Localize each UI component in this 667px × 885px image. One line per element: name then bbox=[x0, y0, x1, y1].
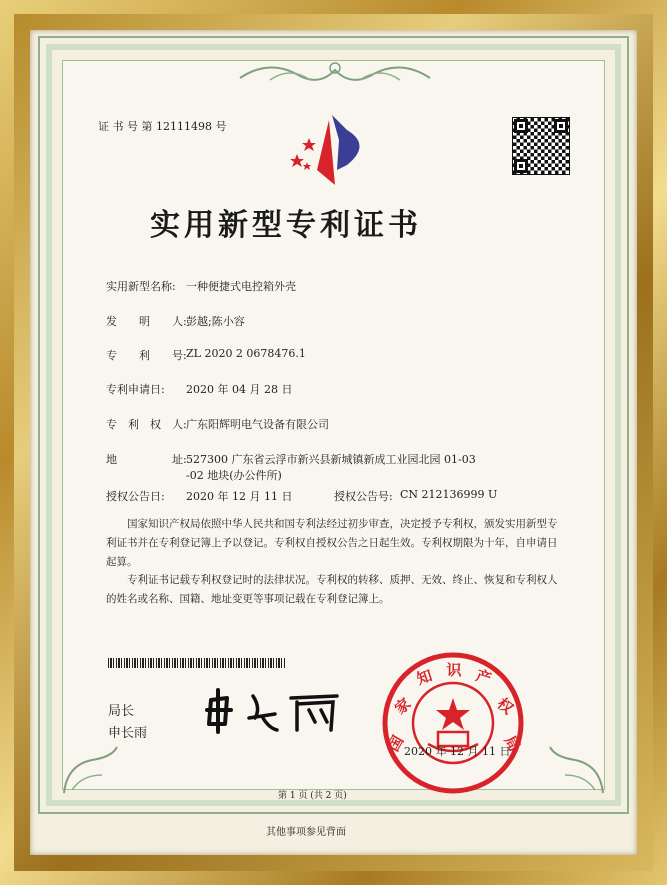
apply-date-label: 专利申请日: bbox=[106, 383, 165, 396]
top-ornament bbox=[230, 58, 440, 88]
grant-number-label: 授权公告号: bbox=[334, 490, 393, 503]
barcode bbox=[108, 658, 286, 668]
certificate-title: 实用新型专利证书 bbox=[150, 208, 422, 243]
corner-ornament-bl bbox=[62, 745, 122, 795]
handwritten-signature bbox=[205, 688, 345, 734]
svg-text:产: 产 bbox=[473, 666, 494, 689]
address-value-line1: 527300 广东省云浮市新兴县新城镇新成工业园北园 01-03 bbox=[186, 453, 476, 466]
patent-number-label: 专 利 号: bbox=[106, 349, 187, 362]
apply-date-value: 2020 年 04 月 28 日 bbox=[186, 383, 293, 396]
inventor-label: 发 明 人: bbox=[106, 315, 187, 328]
address-label: 地 址: bbox=[106, 453, 187, 466]
seal-date: 2020 年 12 月 11 日 bbox=[404, 745, 511, 758]
director-name: 申长雨 bbox=[108, 726, 148, 741]
inventor-value: 彭越;陈小容 bbox=[186, 315, 245, 328]
corner-ornament-br bbox=[545, 745, 605, 795]
patent-number-value: ZL 2020 2 0678476.1 bbox=[186, 347, 306, 360]
grant-date-value: 2020 年 12 月 11 日 bbox=[186, 490, 293, 503]
qr-code bbox=[512, 117, 570, 175]
name-value: 一种便捷式电控箱外壳 bbox=[186, 280, 296, 293]
certificate-number: 证 书 号 第 12111498 号 bbox=[98, 120, 227, 133]
svg-text:局: 局 bbox=[500, 732, 524, 755]
svg-text:权: 权 bbox=[493, 694, 517, 718]
body-paragraph-2: 专利证书记载专利权登记时的法律状况。专利权的转移、质押、无效、终止、恢复和专利权人的姓名或名称、国籍、地址变更等事项记载在专利登记簿上。 bbox=[106, 574, 558, 605]
official-seal bbox=[378, 648, 528, 798]
svg-text:识: 识 bbox=[446, 661, 462, 679]
svg-text:国: 国 bbox=[384, 732, 408, 755]
address-value-line2: -02 地块(办公件所) bbox=[186, 469, 282, 482]
body-paragraph-1: 国家知识产权局依照中华人民共和国专利法经过初步审查，决定授予专利权，颁发实用新型专利证书并在专利登记簿上予以登记。专利权自授权公告之日起生效。专利权期限为十年，自申请日起算。 bbox=[106, 518, 558, 568]
svg-text:知: 知 bbox=[414, 666, 435, 689]
director-title: 局长 bbox=[108, 704, 135, 719]
footer-note: 其他事项参见背面 bbox=[266, 827, 346, 838]
grant-date-label: 授权公告日: bbox=[106, 490, 165, 503]
patentee-value: 广东阳辉明电气设备有限公司 bbox=[186, 418, 329, 431]
page-indicator: 第 1 页 (共 2 页) bbox=[278, 791, 347, 801]
grant-number-value: CN 212136999 U bbox=[400, 488, 498, 501]
name-label: 实用新型名称: bbox=[106, 280, 176, 293]
patentee-label: 专 利 权 人: bbox=[106, 418, 187, 431]
svg-text:家: 家 bbox=[391, 694, 415, 718]
cnipa-logo bbox=[287, 110, 377, 190]
